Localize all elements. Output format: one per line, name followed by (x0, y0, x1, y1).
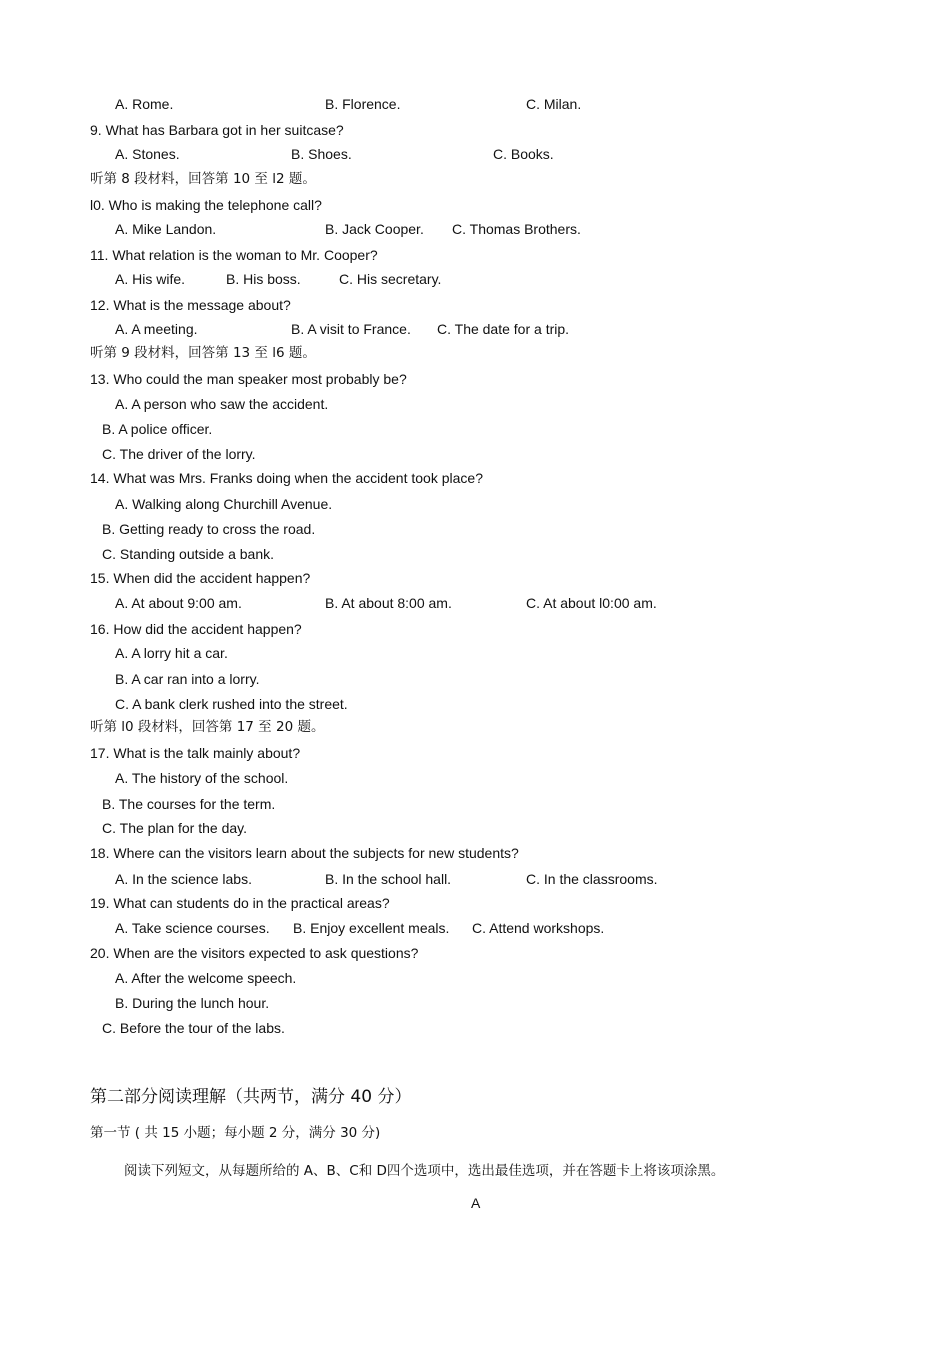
question-14: 14. What was Mrs. Franks doing when the accident took place? (90, 470, 483, 486)
option-a: A. Mike Landon. (115, 221, 217, 237)
option-a: A. Take science courses. (115, 920, 270, 936)
q16-option-a: A. A lorry hit a car. (115, 645, 228, 661)
question-12: 12. What is the message about? (90, 297, 291, 313)
option-b: B. In the school hall. (325, 871, 452, 887)
option-c: C. Attend workshops. (472, 920, 605, 936)
q16-option-b: B. A car ran into a lorry. (115, 671, 260, 687)
question-9: 9. What has Barbara got in her suitcase? (90, 122, 344, 138)
question-17: 17. What is the talk mainly about? (90, 745, 301, 761)
q13-option-a: A. A person who saw the accident. (115, 396, 329, 412)
part-2-section-1-heading: 第一节 ( 共 15 小题；每小题 2 分，满分 30 分) (90, 1125, 381, 1141)
part-2-heading: 第二部分阅读理解（共两节，满分 40 分） (90, 1087, 412, 1107)
option-b: B. At about 8:00 am. (325, 595, 452, 611)
q20-option-c: C. Before the tour of the labs. (102, 1020, 285, 1036)
option-a: A. Stones. (115, 146, 180, 162)
option-a: A. A meeting. (115, 321, 198, 337)
question-13: 13. Who could the man speaker most probably be? (90, 371, 407, 387)
option-a: A. Rome. (115, 96, 174, 112)
option-c: C. Books. (493, 146, 554, 162)
option-b: B. His boss. (226, 271, 301, 287)
section-9-instruction: 听第 9 段材料，回答第 13 至 l6 题。 (90, 345, 316, 361)
q14-option-a: A. Walking along Churchill Avenue. (115, 496, 333, 512)
option-b: B. Jack Cooper. (325, 221, 424, 237)
q14-option-b: B. Getting ready to cross the road. (102, 521, 316, 537)
option-c: C. The date for a trip. (437, 321, 570, 337)
q17-option-a: A. The history of the school. (115, 770, 289, 786)
section-8-instruction: 听第 8 段材料，回答第 10 至 l2 题。 (90, 171, 316, 187)
question-19: 19. What can students do in the practical areas? (90, 895, 390, 911)
option-c: C. In the classrooms. (526, 871, 658, 887)
q13-option-c: C. The driver of the lorry. (102, 446, 256, 462)
option-b: B. A visit to France. (291, 321, 411, 337)
option-a: A. At about 9:00 am. (115, 595, 242, 611)
question-10: l0. Who is making the telephone call? (90, 197, 322, 213)
option-b: B. Florence. (325, 96, 401, 112)
question-20: 20. When are the visitors expected to ask questions? (90, 945, 419, 961)
question-16: 16. How did the accident happen? (90, 621, 302, 637)
q14-option-c: C. Standing outside a bank. (102, 546, 275, 562)
q20-option-b: B. During the lunch hour. (115, 995, 270, 1011)
passage-label: A (471, 1195, 481, 1211)
q13-option-b: B. A police officer. (102, 421, 213, 437)
q17-option-b: B. The courses for the term. (102, 796, 276, 812)
option-a: A. In the science labs. (115, 871, 252, 887)
option-c: C. At about l0:00 am. (526, 595, 657, 611)
option-b: B. Enjoy excellent meals. (293, 920, 450, 936)
option-c: C. His secretary. (339, 271, 442, 287)
option-c: C. Milan. (526, 96, 582, 112)
section-10-instruction: 听第 l0 段材料，回答第 17 至 20 题。 (90, 719, 325, 735)
question-15: 15. When did the accident happen? (90, 570, 311, 586)
reading-instruction: 阅读下列短文，从每题所给的 A、B、C和 D四个选项中，选出最佳选项，并在答题卡上将该项涂黑。 (124, 1163, 725, 1179)
option-a: A. His wife. (115, 271, 186, 287)
q20-option-a: A. After the welcome speech. (115, 970, 297, 986)
question-11: 11. What relation is the woman to Mr. Cooper? (90, 247, 378, 263)
option-b: B. Shoes. (291, 146, 352, 162)
q17-option-c: C. The plan for the day. (102, 820, 248, 836)
question-18: 18. Where can the visitors learn about the subjects for new students? (90, 845, 519, 861)
q16-option-c: C. A bank clerk rushed into the street. (115, 696, 348, 712)
option-c: C. Thomas Brothers. (452, 221, 581, 237)
